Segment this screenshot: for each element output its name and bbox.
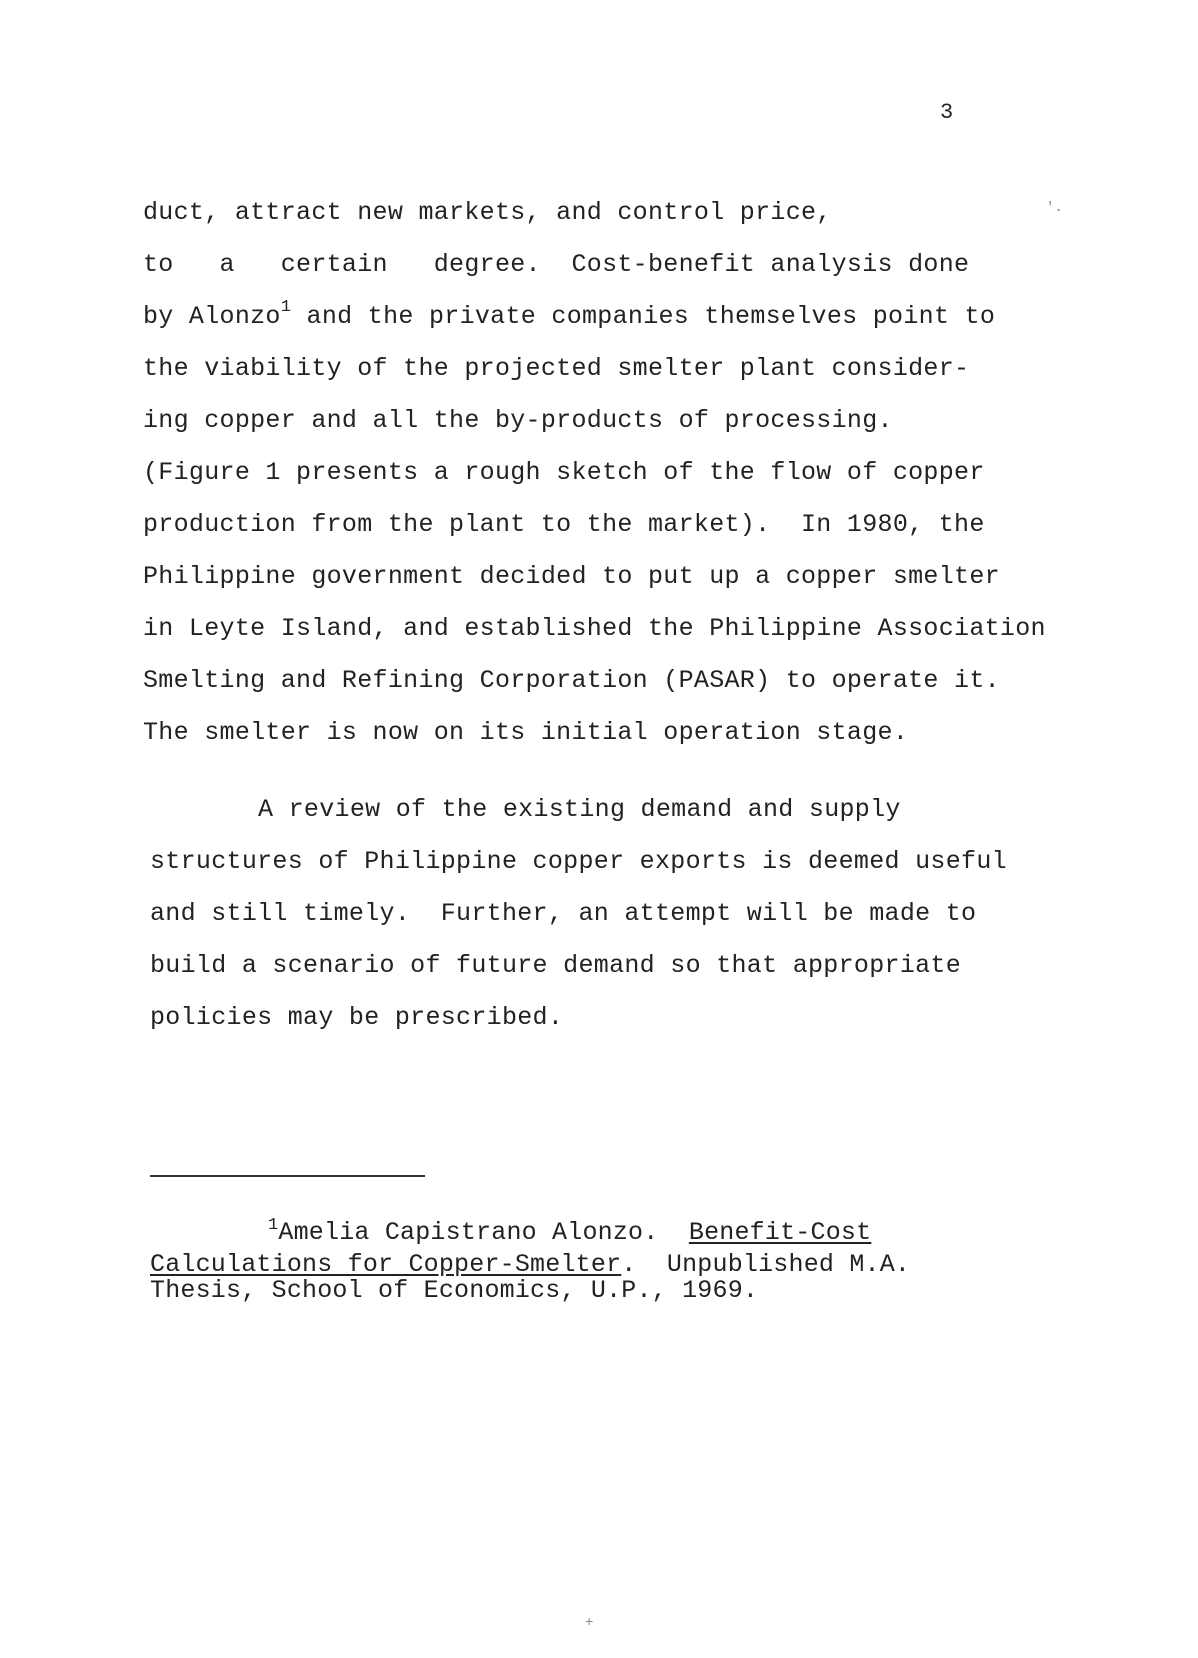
body-line: A review of the existing demand and supply: [258, 795, 901, 824]
footnote-line: Thesis, School of Economics, U.P., 1969.: [150, 1276, 759, 1305]
scan-speck: '.: [1046, 200, 1063, 216]
footnote-line: [268, 1218, 871, 1247]
scan-speck: +: [585, 1615, 594, 1631]
body-line: production from the plant to the market). In 1980, the: [143, 510, 985, 539]
footnote-divider: [150, 1175, 425, 1177]
body-line: [143, 298, 996, 331]
body-text: by Alonzo: [143, 302, 281, 331]
body-line: (Figure 1 presents a rough sketch of the flow of copper: [143, 458, 985, 487]
body-line: Philippine government decided to put up a copper smelter: [143, 562, 1000, 591]
page-number: 3: [940, 100, 954, 125]
footnote-title: Benefit-Cost: [688, 1218, 872, 1247]
footnote-reference: 1: [280, 298, 292, 317]
body-line: in Leyte Island, and established the Philippine Association: [143, 614, 1046, 643]
body-text: and the private companies themselves point to: [291, 302, 996, 331]
body-line: to a certain degree. Cost-benefit analysis done: [143, 250, 970, 279]
body-line: Smelting and Refining Corporation (PASAR) to operate it.: [143, 666, 1000, 695]
footnote-line: [150, 1250, 910, 1279]
body-line: duct, attract new markets, and control price,: [143, 198, 832, 227]
body-line: build a scenario of future demand so that appropriate: [150, 951, 962, 980]
body-line: and still timely. Further, an attempt will be made to: [150, 899, 977, 928]
body-line: ing copper and all the by-products of processing.: [143, 406, 893, 435]
body-line: the viability of the projected smelter plant consider-: [143, 354, 970, 383]
footnote-title: Calculations for Copper-Smelter: [150, 1250, 622, 1279]
body-line: policies may be prescribed.: [150, 1003, 564, 1032]
footnote-marker: 1: [268, 1216, 279, 1235]
footnote-author: Amelia Capistrano Alonzo.: [278, 1218, 689, 1247]
footnote-text: . Unpublished M.A.: [621, 1250, 911, 1279]
body-line: The smelter is now on its initial operation stage.: [143, 718, 909, 747]
body-line: structures of Philippine copper exports is deemed useful: [150, 847, 1007, 876]
